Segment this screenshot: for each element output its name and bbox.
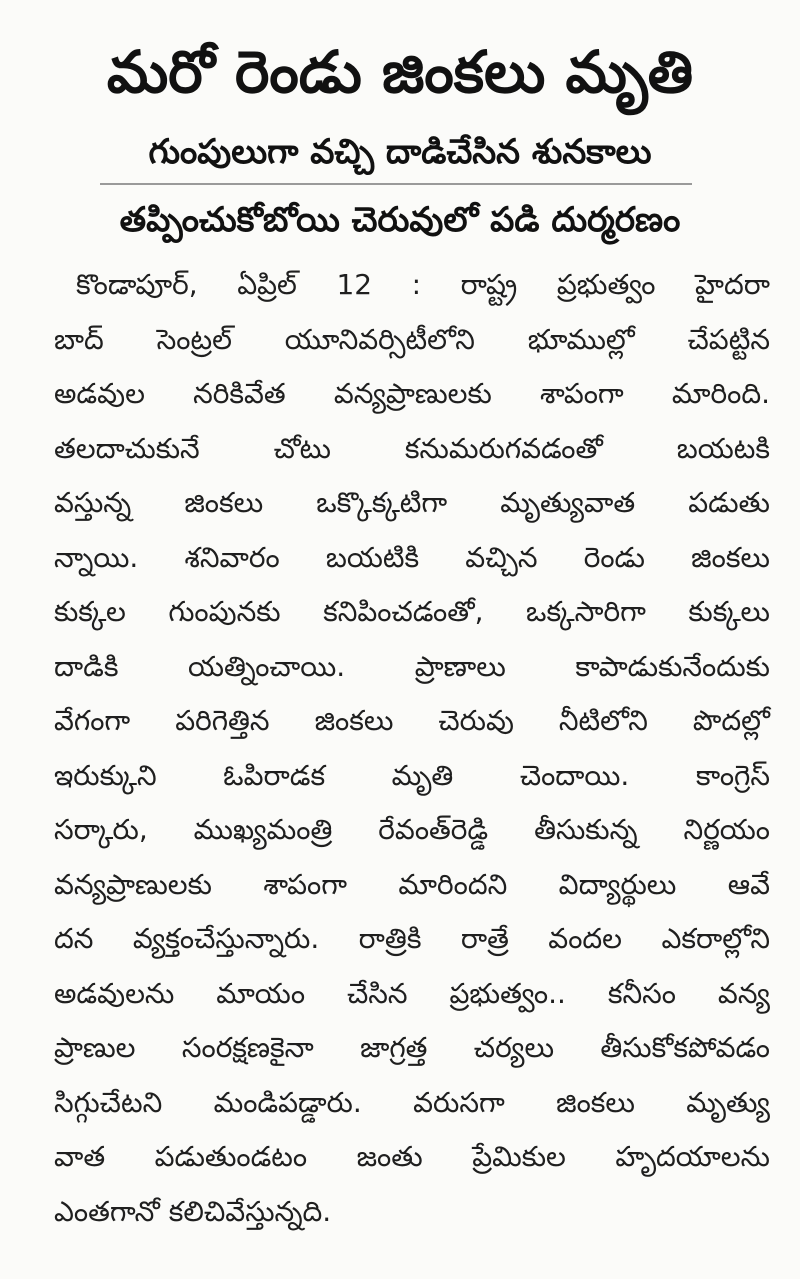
body-line: దన వ్యక్తంచేస్తున్నారు. రాత్రికి రాత్రే వందల ఎకరాల్లోని xyxy=(54,922,770,955)
subheadline-primary: గుంపులుగా వచ్చి దాడిచేసిన శునకాలు xyxy=(148,132,652,172)
body-line: దాడికి యత్నించాయి. ప్రాణాలు కాపాడుకునేందుకు xyxy=(54,649,770,683)
body-line: తలదాచుకునే చోటు కనుమరుగవడంతో బయటకి xyxy=(54,431,770,465)
body-line: కొండాపూర్, ఏప్రిల్ 12 : రాష్ట్ర ప్రభుత్వం హైదరా xyxy=(76,268,770,301)
body-line: కుక్కల గుంపునకు కనిపించడంతో, ఒక్కసారిగా కుక్కలు xyxy=(54,595,770,628)
body-line: ఇరుక్కుని ఓపిరాడక మృతి చెందాయి. కాంగ్రెస్ xyxy=(54,758,770,792)
body-line: వాత పడుతుండటం జంతు ప్రేమికుల హృదయాలను xyxy=(54,1140,770,1173)
body-line: సిగ్గుచేటని మండిపడ్డారు. వరుసగా జింకలు మృత్యు xyxy=(54,1085,770,1119)
body-line: వస్తున్న జింకలు ఒక్కొక్కటిగా మృత్యువాత పడుతు xyxy=(54,486,770,519)
body-line: సర్కారు, ముఖ్యమంత్రి రేవంత్‌రెడ్డి తీసుకున్న నిర్ణయం xyxy=(54,813,770,846)
body-line: ప్రాణుల సంరక్షణకైనా జాగ్రత్త చర్యలు తీసుకోకపోవడం xyxy=(54,1031,770,1064)
body-line: వేగంగా పరిగెత్తిన జింకలు చెరువు నీటిలోని పొదల్లో xyxy=(54,704,770,737)
body-line: వన్యప్రాణులకు శాపంగా మారిందని విద్యార్థులు ఆవే xyxy=(54,867,770,901)
body-line: బాద్ సెంట్రల్ యూనివర్సిటీలోని భూముల్లో చేపట్టిన xyxy=(54,322,770,356)
subheadline-secondary: తప్పించుకోబోయి చెరువులో పడి దుర్మరణం xyxy=(119,200,681,240)
body-line: న్నాయి. శనివారం బయటికి వచ్చిన రెండు జింకలు xyxy=(54,540,770,574)
body-line: అడవులను మాయం చేసిన ప్రభుత్వం.. కనీసం వన్య xyxy=(54,976,770,1010)
headline: మరో రెండు జింకలు మృతి xyxy=(106,38,694,106)
article-body xyxy=(54,258,770,1239)
body-line: అడవుల నరికివేత వన్యప్రాణులకు శాపంగా మారింది. xyxy=(54,377,770,410)
subheadline-divider xyxy=(100,183,692,185)
body-line: ఎంతగానో కలిచివేస్తున్నది. xyxy=(54,1194,332,1228)
